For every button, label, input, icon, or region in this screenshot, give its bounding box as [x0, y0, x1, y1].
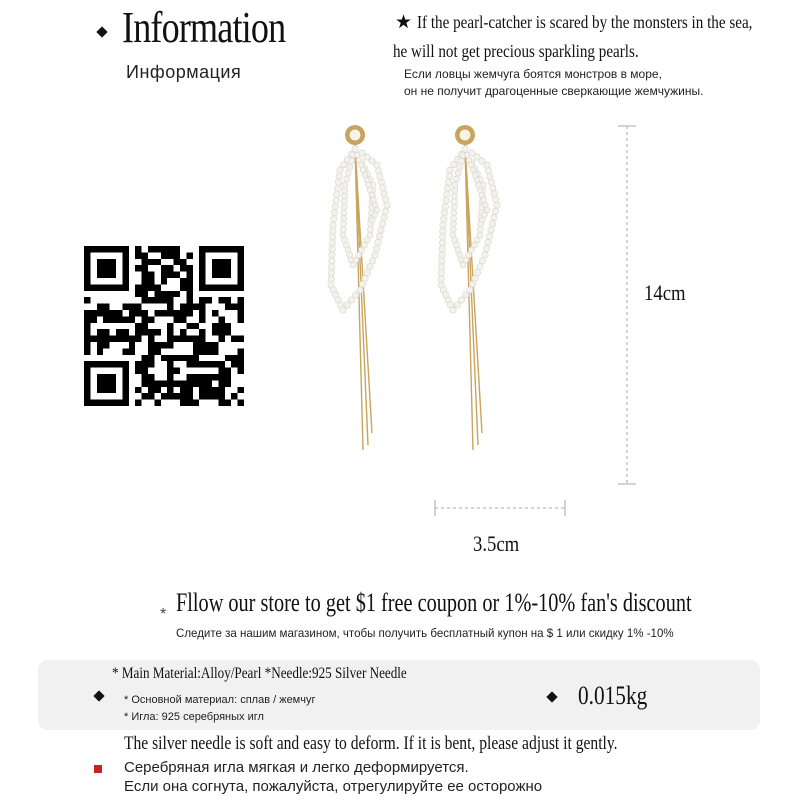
width-label: 3.5cm [473, 531, 520, 556]
needle-note-text: The silver needle is soft and easy to deform. If it is bent, please adjust it gently. [124, 733, 618, 754]
info-subtitle: Информация [126, 62, 242, 82]
spec-material-ru: * Основной материал: сплав / жемчуг [124, 694, 316, 706]
info-title: Information [122, 3, 286, 52]
width-dimension-line [430, 496, 570, 520]
earrings-image [300, 115, 540, 475]
follow-star-icon: * [160, 606, 167, 623]
story-ru-line-2: он не получит драгоценные сверкающие жемчужины. [404, 84, 704, 98]
story-line-2: he will not get precious sparkling pearls. [393, 41, 639, 61]
spec-material-needle: * Main Material:Alloy/Pearl *Needle:925 Silver Needle [112, 665, 407, 682]
follow-promo-ru-text: Следите за нашим магазином, чтобы получить бесплатный купон на $ 1 или скидку 1% -10% [176, 626, 674, 640]
needle-note-ru-line-1: Серебряная игла мягкая и легко деформируется. [124, 759, 469, 776]
note-marker-icon [94, 765, 102, 773]
story-ru-line-1: Если ловцы жемчуга боятся монстров в море, [404, 67, 662, 81]
height-dimension-line [612, 122, 642, 488]
needle-note-ru-line-2: Если она согнута, пожалуйста, отрегулируйте ее осторожно [124, 778, 543, 795]
qr-code[interactable] [84, 246, 244, 406]
story-star-icon: ★ [395, 12, 413, 33]
spec-needle-ru: * Игла: 925 серебряных игл [124, 711, 264, 723]
height-label: 14cm [644, 280, 686, 305]
follow-promo-text: Fllow our store to get $1 free coupon or 1%-10% fan's discount [176, 588, 692, 617]
story-line-1: If the pearl-catcher is scared by the monsters in the sea, [417, 12, 753, 32]
weight-value: 0.015kg [578, 681, 648, 710]
title-bullet-icon [96, 26, 107, 37]
